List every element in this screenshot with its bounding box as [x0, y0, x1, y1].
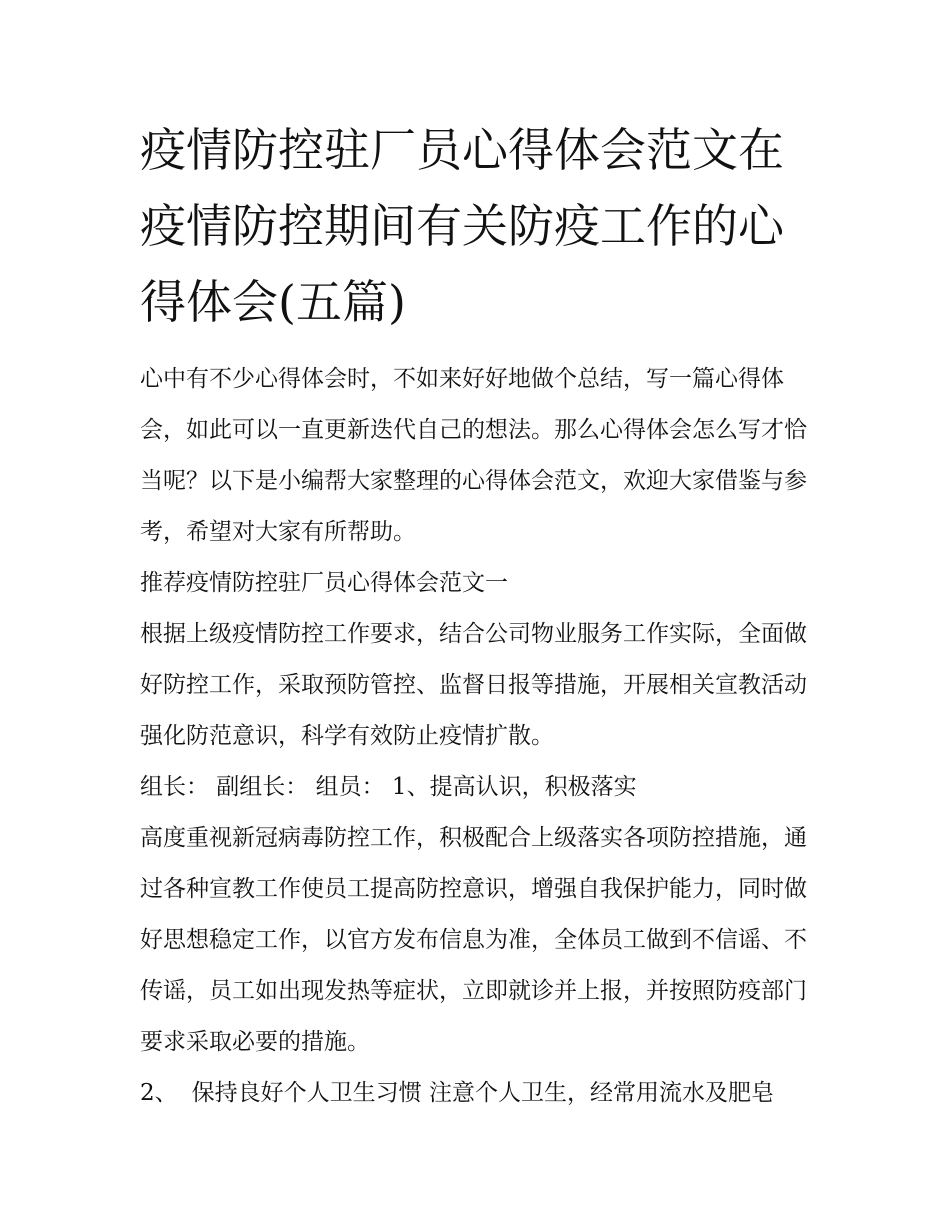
document-body — [140, 112, 816, 1119]
list-item-number: 2、 — [140, 1080, 178, 1106]
intro-paragraph: 心中有不少心得体会时，不如来好好地做个总结，写一篇心得体会，如此可以一直更新迭代自己的想法。那么心得体会怎么写才恰当呢？以下是小编帮大家整理的心得体会范文，欢迎大家借鉴与参考，希望对大家有所帮助。 — [140, 366, 807, 545]
list-item-text: 保持良好个人卫生习惯 注意个人卫生，经常用流水及肥皂 — [191, 1080, 774, 1106]
body-paragraph-1: 根据上级疫情防控工作要求，结合公司物业服务工作实际，全面做好防控工作，采取预防管控、监督日报等措施，开展相关宣教活动强化防范意识，科学有效防止疫情扩散。 — [140, 621, 807, 749]
list-item-2 — [140, 1068, 816, 1119]
roles-line: 组长： 副组长： 组员： 1、提高认识，积极落实 — [140, 774, 637, 800]
section-heading: 推荐疫情防控驻厂员心得体会范文一 — [140, 570, 508, 596]
body-paragraph-2: 高度重视新冠病毒防控工作，积极配合上级落实各项防控措施，通过各种宣教工作使员工提高防控意识，增强自我保护能力，同时做好思想稳定工作，以官方发布信息为准，全体员工做到不信谣、不传谣，员工如出现发热等症状，立即就诊并上报，并按照防疫部门要求采取必要的措施。 — [140, 825, 807, 1055]
document-title: 疫情防控驻厂员心得体会范文在疫情防控期间有关防疫工作的心得体会(五篇) — [140, 123, 784, 329]
